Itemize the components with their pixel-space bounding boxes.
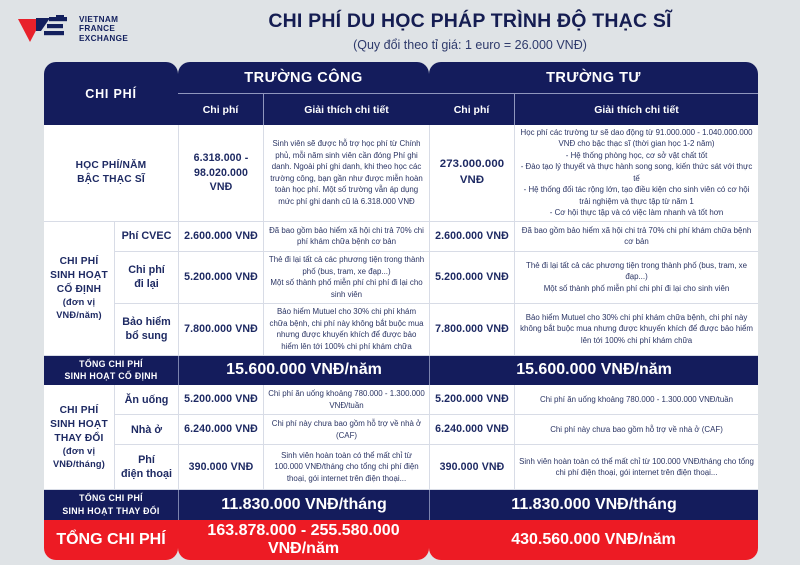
cvec-public-detail: Đã bao gồm bảo hiểm xã hội chi trả 70% chi phí khám chữa bệnh cơ bản bbox=[263, 222, 429, 252]
table-row-fixed-total bbox=[44, 356, 758, 386]
fixed-total-label bbox=[44, 356, 178, 386]
phone-name-line1: Phí bbox=[138, 454, 155, 467]
variable-total-public: 11.830.000 VNĐ/tháng bbox=[178, 490, 429, 520]
transport-public-detail-line2: Một số thành phố miễn phí chi phí đi lại cho sinh viên bbox=[270, 278, 423, 299]
phone-name-line2: điện thoại bbox=[121, 468, 172, 481]
grand-total-public: 163.878.000 - 255.580.000 VNĐ/năm bbox=[178, 520, 429, 560]
variable-total-label-line1: TỔNG CHI PHÍ bbox=[79, 493, 143, 504]
housing-private-cost: 6.240.000 VNĐ bbox=[429, 415, 514, 445]
fixed-total-label-line2: SINH HOẠT CỐ ĐỊNH bbox=[64, 371, 158, 382]
fixed-label-line2: SINH HOẠT bbox=[50, 269, 108, 281]
cvec-public-cost: 2.600.000 VNĐ bbox=[178, 222, 263, 252]
insurance-name-line2: bổ sung bbox=[125, 330, 168, 343]
row-label-tuition bbox=[44, 125, 178, 222]
item-name-cvec: Phí CVEC bbox=[114, 222, 178, 252]
logo-line-2: FRANCE bbox=[79, 24, 116, 34]
variable-label-line3: THAY ĐỔI bbox=[54, 432, 104, 444]
cvec-private-detail: Đã bao gồm bảo hiểm xã hội chi trả 70% chi phí khám chữa bệnh cơ bản bbox=[514, 222, 758, 252]
tuition-private-detail-line4: - Hệ thống đối tác rộng lớn, tạo điều kiện cho sinh viên có cơ hội trải nghiệm và thực tập từ năm 1 bbox=[523, 185, 750, 206]
transport-public-detail-line1: Thẻ đi lại tất cả các phương tiện trong thành phố (bus, tram, xe đạp...) bbox=[268, 255, 425, 276]
item-name-food: Ăn uống bbox=[114, 385, 178, 415]
phone-private-cost: 390.000 VNĐ bbox=[429, 445, 514, 490]
transport-private-detail-line2: Một số thành phố miễn phí chi phí đi lại cho sinh viên bbox=[543, 283, 730, 293]
variable-label-line1: CHI PHÍ bbox=[59, 405, 99, 417]
logo-wordmark bbox=[79, 15, 128, 43]
transport-private-detail-line1: Thẻ đi lại tất cả các phương tiện trong thành phố (bus, tram, xe đạp...) bbox=[526, 260, 748, 282]
table-row-grand-total bbox=[44, 520, 758, 560]
tuition-public-cost-line1: 6.318.000 - bbox=[193, 152, 249, 165]
page-header bbox=[0, 0, 800, 62]
table-row-extra-insurance bbox=[44, 304, 758, 356]
food-private-detail: Chi phí ăn uống khoảng 780.000 - 1.300.000 VNĐ/tuần bbox=[514, 385, 758, 415]
insurance-private-detail: Bảo hiểm Mutuel cho 30% chi phí khám chữa bệnh, chi phí này không bắt buộc mua nhưng được khuyến khích để được bảo hiểm lên tới 100% chi phí khám chữa bbox=[514, 304, 758, 356]
table-row-phone bbox=[44, 445, 758, 490]
food-private-cost: 5.200.000 VNĐ bbox=[429, 385, 514, 415]
tuition-public-cost bbox=[178, 125, 263, 222]
table-row-housing bbox=[44, 415, 758, 445]
tuition-public-cost-line2: 98.020.000 VNĐ bbox=[193, 166, 249, 193]
item-name-housing: Nhà ở bbox=[114, 415, 178, 445]
header-private-school: TRƯỜNG TƯ bbox=[429, 62, 758, 94]
housing-private-detail: Chi phí này chưa bao gồm hỗ trợ về nhà ở (CAF) bbox=[514, 415, 758, 445]
variable-label-line2: SINH HOẠT bbox=[50, 418, 108, 430]
insurance-private-cost: 7.800.000 VNĐ bbox=[429, 304, 514, 356]
transport-name-line2: đi lại bbox=[134, 278, 159, 291]
variable-label-line5: VNĐ/tháng) bbox=[52, 458, 105, 469]
transport-private-cost: 5.200.000 VNĐ bbox=[429, 252, 514, 304]
transport-private-detail bbox=[514, 252, 758, 304]
variable-label-line4: (đơn vị bbox=[62, 446, 96, 457]
grand-total-private: 430.560.000 VNĐ/năm bbox=[429, 520, 758, 560]
food-public-cost: 5.200.000 VNĐ bbox=[178, 385, 263, 415]
vietnam-france-exchange-logo bbox=[16, 13, 128, 45]
table-row-tuition bbox=[44, 125, 758, 222]
tuition-private-cost: 273.000.000 VNĐ bbox=[429, 125, 514, 222]
table-row-variable-total bbox=[44, 490, 758, 520]
transport-name-line1: Chi phí bbox=[128, 264, 165, 277]
table-header-row-groups bbox=[44, 62, 758, 94]
cost-table-container bbox=[44, 62, 758, 557]
variable-total-private: 11.830.000 VNĐ/tháng bbox=[429, 490, 758, 520]
phone-private-detail: Sinh viên hoàn toàn có thể mất chỉ từ 100.000 VNĐ/tháng cho tổng chi phí điện thoại, gói internet trên điện thoại... bbox=[514, 445, 758, 490]
page-title: CHI PHÍ DU HỌC PHÁP TRÌNH ĐỘ THẠC SĨ bbox=[268, 10, 672, 32]
tuition-private-detail-line2: - Hệ thống phòng học, cơ sở vật chất tốt bbox=[565, 150, 708, 160]
housing-public-detail: Chi phí này chưa bao gồm hỗ trợ về nhà ở (CAF) bbox=[263, 415, 429, 445]
header-private-detail: Giải thích chi tiết bbox=[514, 94, 758, 125]
fixed-label-line1: CHI PHÍ bbox=[59, 256, 99, 268]
tuition-private-detail-line5: - Cơ hội thực tập và có việc làm nhanh và tốt hơn bbox=[549, 208, 724, 218]
tuition-private-detail-line1: Học phí các trường tư sẽ dao động từ 91.000.000 - 1.040.000.000 VNĐ cho bậc thạc sĩ (thời gian học 1-2 năm) bbox=[520, 128, 753, 149]
housing-public-cost: 6.240.000 VNĐ bbox=[178, 415, 263, 445]
fixed-label-line5: VNĐ/năm) bbox=[56, 309, 102, 320]
row-label-variable-living bbox=[44, 385, 114, 490]
variable-total-label bbox=[44, 490, 178, 520]
header-public-school: TRƯỜNG CÔNG bbox=[178, 62, 429, 94]
item-name-phone bbox=[114, 445, 178, 490]
header-private-cost: Chi phí bbox=[429, 94, 514, 125]
title-block bbox=[160, 10, 780, 52]
fixed-total-public: 15.600.000 VNĐ/năm bbox=[178, 356, 429, 386]
item-name-extra-insurance bbox=[114, 304, 178, 356]
header-public-cost: Chi phí bbox=[178, 94, 263, 125]
page-subtitle: (Quy đổi theo tỉ giá: 1 euro = 26.000 VNĐ) bbox=[353, 38, 587, 52]
transport-public-cost: 5.200.000 VNĐ bbox=[178, 252, 263, 304]
cost-table bbox=[44, 62, 758, 560]
transport-public-detail bbox=[263, 252, 429, 304]
item-name-transport bbox=[114, 252, 178, 304]
insurance-name-line1: Bảo hiểm bbox=[122, 316, 171, 329]
insurance-public-cost: 7.800.000 VNĐ bbox=[178, 304, 263, 356]
tuition-label-line1: HỌC PHÍ/NĂM bbox=[75, 160, 147, 172]
food-public-detail: Chi phí ăn uống khoảng 780.000 - 1.300.000 VNĐ/tuần bbox=[263, 385, 429, 415]
tuition-private-detail bbox=[514, 125, 758, 222]
variable-total-label-line2: SINH HOẠT THAY ĐỔI bbox=[62, 505, 160, 516]
cvec-private-cost: 2.600.000 VNĐ bbox=[429, 222, 514, 252]
logo-line-3: EXCHANGE bbox=[79, 33, 129, 43]
table-row-transport bbox=[44, 252, 758, 304]
vfe-logo-icon bbox=[16, 13, 74, 45]
insurance-public-detail: Bảo hiểm Mutuel cho 30% chi phí khám chữa bệnh, chi phí này không bắt buộc mua nhưng được khuyến khích để được bảo hiểm lên tới 100% chi phí khám chữa bbox=[263, 304, 429, 356]
table-row-food bbox=[44, 385, 758, 415]
logo-line-1: VIETNAM bbox=[79, 15, 119, 25]
tuition-public-detail: Sinh viên sẽ được hỗ trợ học phí từ Chính phủ, mỗi năm sinh viên cần đóng Phí ghi danh. Ngoài phí ghi danh, khi theo học các trường công, bạn gần như được miễn hoàn toàn học phí. Một số trường vẫn áp dụng mức phí ghi danh cũ là 6.318.000 VNĐ bbox=[263, 125, 429, 222]
table-row-cvec bbox=[44, 222, 758, 252]
fixed-total-label-line1: TỔNG CHI PHÍ bbox=[79, 358, 143, 369]
fixed-total-private: 15.600.000 VNĐ/năm bbox=[429, 356, 758, 386]
tuition-label-line2: BẬC THẠC SĨ bbox=[77, 173, 145, 185]
fixed-label-line4: (đơn vị bbox=[62, 297, 96, 308]
row-label-fixed-living bbox=[44, 222, 114, 356]
header-cost-label: CHI PHÍ bbox=[44, 62, 178, 125]
phone-public-cost: 390.000 VNĐ bbox=[178, 445, 263, 490]
fixed-label-line3: CỐ ĐỊNH bbox=[56, 283, 102, 295]
header-public-detail: Giải thích chi tiết bbox=[263, 94, 429, 125]
tuition-private-detail-line3: - Đào tạo lý thuyết và thực hành song song, kiến thức sát với thực tế bbox=[520, 162, 753, 183]
phone-public-detail: Sinh viên hoàn toàn có thể mất chỉ từ 100.000 VNĐ/tháng cho tổng chi phí điện thoại, gói internet trên điện thoại... bbox=[263, 445, 429, 490]
grand-total-label: TỔNG CHI PHÍ bbox=[44, 520, 178, 560]
